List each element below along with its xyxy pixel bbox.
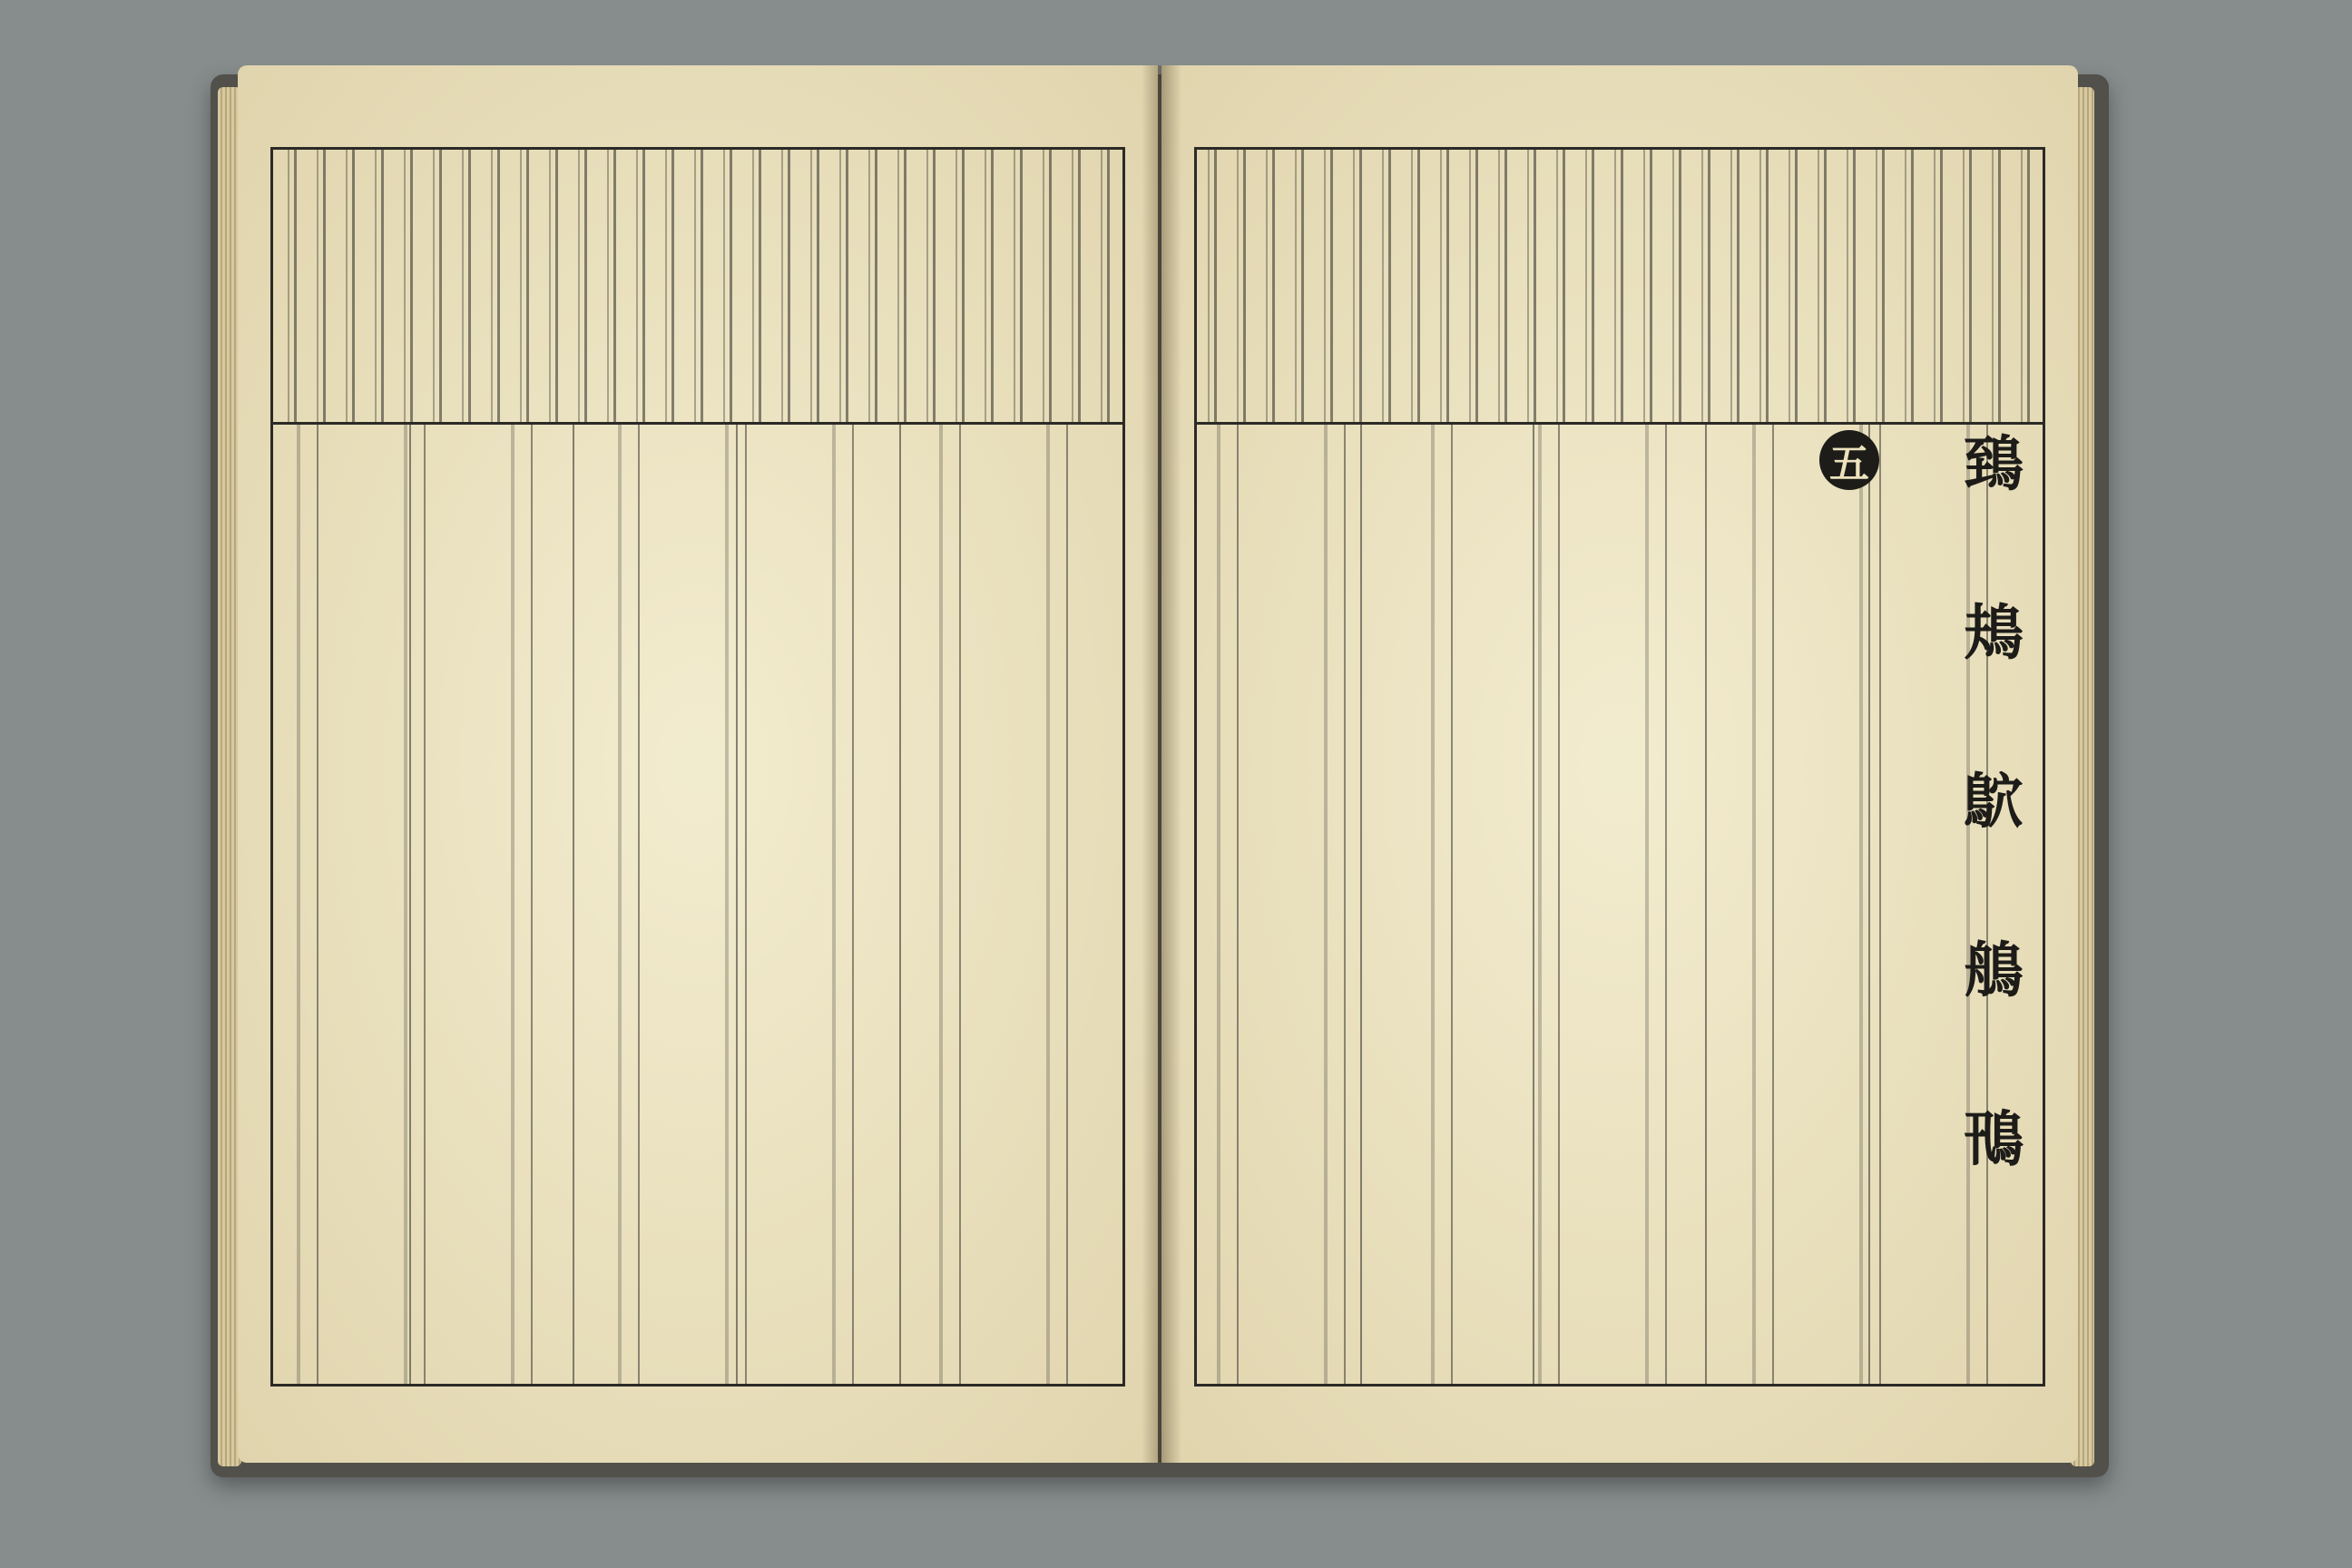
left-page-frame — [270, 147, 1125, 1387]
column-rule — [1360, 425, 1362, 1384]
book-gutter — [1142, 65, 1181, 1463]
column-rule — [1705, 425, 1707, 1384]
left-page-commentary-band — [273, 150, 1122, 425]
head-character: 鵃 — [1964, 935, 2024, 1005]
stroke-count-marker: 五 — [1819, 430, 1879, 490]
column-rule — [573, 425, 574, 1384]
head-character: 鳺 — [1964, 597, 2024, 668]
column-rule — [899, 425, 901, 1384]
column-rule — [1868, 425, 1870, 1384]
right-page-entry-columns — [1197, 425, 2043, 1384]
column-rule — [409, 425, 411, 1384]
column-rule — [736, 425, 738, 1384]
head-character-column — [1955, 428, 2032, 1375]
left-page-entry-columns — [273, 425, 1122, 1384]
right-page-frame — [1194, 147, 2045, 1387]
left-page — [238, 65, 1158, 1463]
head-character: 鳵 — [1964, 1103, 2024, 1174]
right-page-commentary-band — [1197, 150, 2043, 425]
head-character: 鵄 — [1964, 428, 2024, 499]
right-page — [1161, 65, 2078, 1463]
column-rule — [1533, 425, 1534, 1384]
head-character: 鴥 — [1964, 766, 2024, 837]
